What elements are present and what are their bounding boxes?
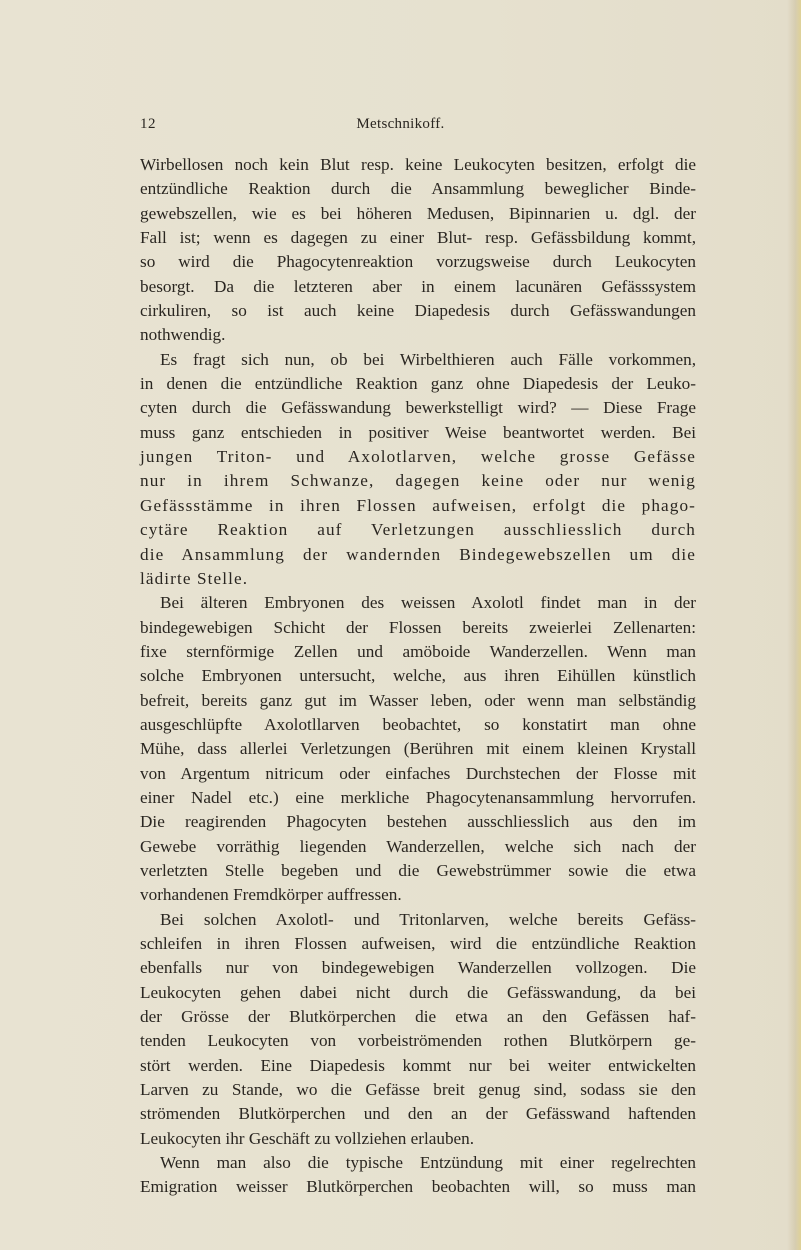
paragraph-start-line: Es fragt sich nun, ob bei Wirbelthieren auch Fälle vorkommen, <box>160 349 696 369</box>
text-line: Wirbellosen noch kein Blut resp. keine Leukocyten besitzen, erfolgt die <box>140 155 696 174</box>
text-line: in denen die entzündliche Reaktion ganz ohne Diapedesis der Leuko- <box>140 374 696 394</box>
text-line: tenden Leukocyten von vorbeiströmenden rothen Blutkörpern ge- <box>140 1031 696 1051</box>
text-line: muss ganz entschieden in positiver Weise beantwortet werden. Bei <box>140 422 696 442</box>
spaced-text-line: lädirte Stelle. <box>140 568 249 588</box>
paragraph-start-line: Bei solchen Axolotl- und Tritonlarven, welche bereits Gefäss- <box>160 909 696 929</box>
text-line: einer Nadel etc.) eine merkliche Phagocytenansammlung hervorrufen. <box>140 787 696 807</box>
text-line: verletzten Stelle begeben und die Gewebstrümmer sowie die etwa <box>140 860 696 880</box>
text-line: befreit, bereits ganz gut im Wasser leben, oder wenn man selbständig <box>140 690 696 710</box>
text-line: Leukocyten ihr Geschäft zu vollziehen erlauben. <box>140 1128 475 1148</box>
text-line: schleifen in ihren Flossen aufweisen, wird die entzündliche Reaktion <box>140 934 696 953</box>
paragraph-start-line: Bei älteren Embryonen des weissen Axolotl findet man in der <box>160 593 696 613</box>
text-line: Emigration weisser Blutkörperchen beobachten will, so muss man <box>140 1177 696 1197</box>
text-line: Mühe, dass allerlei Verletzungen (Berühren mit einem kleinen Krystall <box>140 739 696 759</box>
text-line: entzündliche Reaktion durch die Ansammlung beweglicher Binde- <box>140 179 696 199</box>
text-line: Die reagirenden Phagocyten bestehen ausschliesslich aus den im <box>140 812 696 832</box>
text-line: Larven zu Stande, wo die Gefässe breit genug sind, sodass sie den <box>140 1080 696 1100</box>
text-line: Fall ist; wenn es dagegen zu einer Blut- resp. Gefässbildung kommt, <box>140 228 696 248</box>
text-line: ebenfalls nur von bindegewebigen Wanderzellen vollzogen. Die <box>140 958 696 978</box>
spaced-text-line: die Ansammlung der wandernden Bindegewebszellen um die <box>140 544 696 564</box>
text-line: cyten durch die Gefässwandung bewerkstelligt wird? — Diese Frage <box>140 398 696 418</box>
spaced-text-line: nur in ihrem Schwanze, dagegen keine oder nur wenig <box>140 471 696 491</box>
text-line: gewebszellen, wie es bei höheren Medusen, Bipinnarien u. dgl. der <box>140 203 696 223</box>
text-line: Leukocyten gehen dabei nicht durch die Gefässwandung, da bei <box>140 982 696 1002</box>
spaced-text-line: cytäre Reaktion auf Verletzungen ausschliesslich durch <box>140 520 696 540</box>
spaced-text-line: Gefässstämme in ihren Flossen aufweisen, erfolgt die phago- <box>140 495 696 515</box>
text-line: fixe sternförmige Zellen und amöboide Wanderzellen. Wenn man <box>140 641 696 661</box>
text-line: nothwendig. <box>140 325 226 345</box>
text-line: strömenden Blutkörperchen und den an der Gefässwand haftenden <box>140 1104 696 1124</box>
page-edge-shadow <box>787 0 801 1250</box>
page-number: 12 <box>140 116 156 132</box>
text-line: stört werden. Eine Diapedesis kommt nur bei weiter entwickelten <box>140 1055 696 1075</box>
spaced-text-line: jungen Triton- und Axolotlarven, welche grosse Gefässe <box>140 447 696 467</box>
running-title: Metschnikoff. <box>356 116 445 132</box>
text-line: cirkuliren, so ist auch keine Diapedesis durch Gefässwandungen <box>140 301 696 321</box>
text-line: ausgeschlüpfte Axolotllarven beobachtet, so konstatirt man ohne <box>140 714 696 734</box>
text-line: der Grösse der Blutkörperchen die etwa an den Gefässen haf- <box>140 1007 696 1027</box>
body-text <box>140 153 696 1200</box>
text-line: besorgt. Da die letzteren aber in einem lacunären Gefässsystem <box>140 276 696 296</box>
text-line: so wird die Phagocytenreaktion vorzugsweise durch Leukocyten <box>140 252 696 272</box>
text-line: solche Embryonen untersucht, welche, aus ihren Eihüllen künstlich <box>140 666 696 686</box>
text-line: bindegewebigen Schicht der Flossen bereits zweierlei Zellenarten: <box>140 617 696 637</box>
text-line: vorhandenen Fremdkörper auffressen. <box>140 885 402 905</box>
paragraph-start-line: Wenn man also die typische Entzündung mit einer regelrechten <box>160 1153 696 1173</box>
text-line: von Argentum nitricum oder einfaches Durchstechen der Flosse mit <box>140 763 696 783</box>
text-line: Gewebe vorräthig liegenden Wanderzellen, welche sich nach der <box>140 836 696 856</box>
